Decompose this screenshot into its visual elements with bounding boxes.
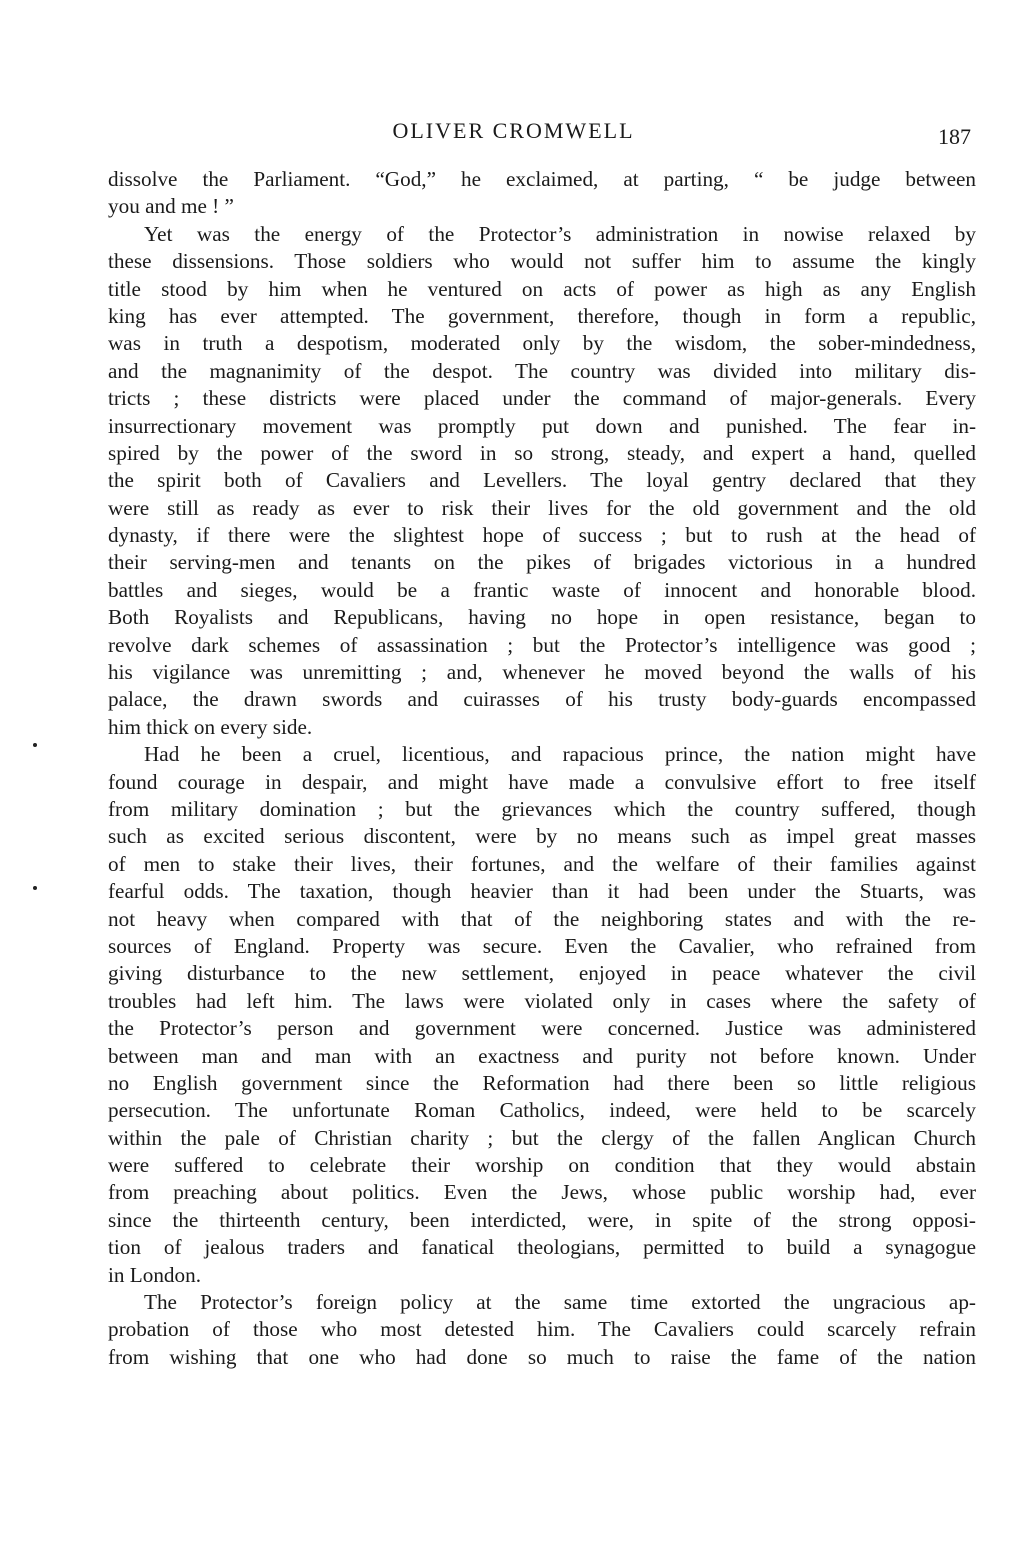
text-line: Both Royalists and Republicans, having no hope in open resistance, began to — [108, 605, 976, 630]
text-line: from military domination ; but the grievances which the country suffered, though — [108, 796, 976, 821]
text-line: the Protector’s person and government were concerned. Justice was administered — [108, 1016, 976, 1041]
text-line: dynasty, if there were the slightest hope of success ; but to rush at the head of — [108, 523, 976, 548]
text-line: insurrectionary movement was promptly put down and punished. The fear in- — [108, 413, 976, 438]
text-line: were still as ready as ever to risk their lives for the old government and the old — [108, 495, 976, 520]
text-line: were suffered to celebrate their worship on condition that they would abstain — [108, 1153, 976, 1178]
text-line: spired by the power of the sword in so strong, steady, and expert a hand, quelled — [108, 440, 976, 465]
text-line: within the pale of Christian charity ; but the clergy of the fallen Anglican Church — [108, 1125, 976, 1150]
text-line: tricts ; these districts were placed under the command of major-generals. Every — [108, 386, 976, 411]
page-number: 187 — [938, 124, 971, 149]
scan-speck — [33, 886, 37, 890]
text-line: Had he been a cruel, licentious, and rapacious prince, the nation might have — [144, 742, 976, 767]
text-line: found courage in despair, and might have made a convulsive effort to free itself — [108, 769, 976, 794]
scan-speck — [33, 743, 37, 747]
text-line: Yet was the energy of the Protector’s administration in nowise relaxed by — [144, 221, 976, 246]
text-line: revolve dark schemes of assassination ; but the Protector’s intelligence was good ; — [108, 632, 976, 657]
text-line: troubles had left him. The laws were violated only in cases where the safety of — [108, 988, 976, 1013]
text-line: since the thirteenth century, been interdicted, were, in spite of the strong opposi- — [108, 1207, 976, 1232]
text-line: such as excited serious discontent, were by no means such as impel great masses — [108, 824, 976, 849]
text-line: no English government since the Reformation had there been so little religious — [108, 1070, 976, 1095]
text-line: king has ever attempted. The government, therefore, though in form a republic, — [108, 303, 976, 328]
text-line: palace, the drawn swords and cuirasses of his trusty body-guards encompassed — [108, 687, 976, 712]
body-text — [108, 166, 976, 1371]
text-line: of men to stake their lives, their fortunes, and the welfare of their families against — [108, 851, 976, 876]
text-line: fearful odds. The taxation, though heavier than it had been under the Stuarts, was — [108, 879, 976, 904]
text-line: him thick on every side. — [108, 714, 313, 739]
text-line: battles and sieges, would be a frantic waste of innocent and honorable blood. — [108, 577, 976, 602]
text-line: these dissensions. Those soldiers who would not suffer him to assume the kingly — [108, 249, 976, 274]
text-line: from preaching about politics. Even the Jews, whose public worship had, ever — [108, 1180, 976, 1205]
text-line: not heavy when compared with that of the neighboring states and with the re- — [108, 906, 976, 931]
running-title: OLIVER CROMWELL — [392, 118, 635, 143]
text-line: from wishing that one who had done so much to raise the fame of the nation — [108, 1344, 976, 1369]
text-line: persecution. The unfortunate Roman Catholics, indeed, were held to be scarcely — [108, 1098, 976, 1123]
text-line: The Protector’s foreign policy at the same time extorted the ungracious ap- — [144, 1290, 976, 1315]
text-line: dissolve the Parliament. “God,” he exclaimed, at parting, “ be judge between — [108, 167, 976, 191]
text-line: between man and man with an exactness and purity not before known. Under — [108, 1043, 976, 1068]
text-line: in London. — [108, 1262, 201, 1287]
text-line: was in truth a despotism, moderated only by the wisdom, the sober-mindedness, — [108, 331, 976, 356]
text-line: you and me ! ” — [108, 194, 234, 219]
text-line: his vigilance was unremitting ; and, whenever he moved beyond the walls of his — [108, 660, 976, 685]
text-line: their serving-men and tenants on the pikes of brigades victorious in a hundred — [108, 550, 976, 575]
text-line: and the magnanimity of the despot. The country was divided into military dis- — [108, 358, 976, 383]
text-line: the spirit both of Cavaliers and Levellers. The loyal gentry declared that they — [108, 468, 976, 493]
text-line: title stood by him when he ventured on acts of power as high as any English — [108, 276, 976, 301]
text-line: giving disturbance to the new settlement, enjoyed in peace whatever the civil — [108, 961, 976, 986]
text-line: sources of England. Property was secure. Even the Cavalier, who refrained from — [108, 933, 976, 958]
text-line: tion of jealous traders and fanatical theologians, permitted to build a synagogue — [108, 1235, 976, 1260]
text-line: probation of those who most detested him. The Cavaliers could scarcely refrain — [108, 1317, 976, 1342]
